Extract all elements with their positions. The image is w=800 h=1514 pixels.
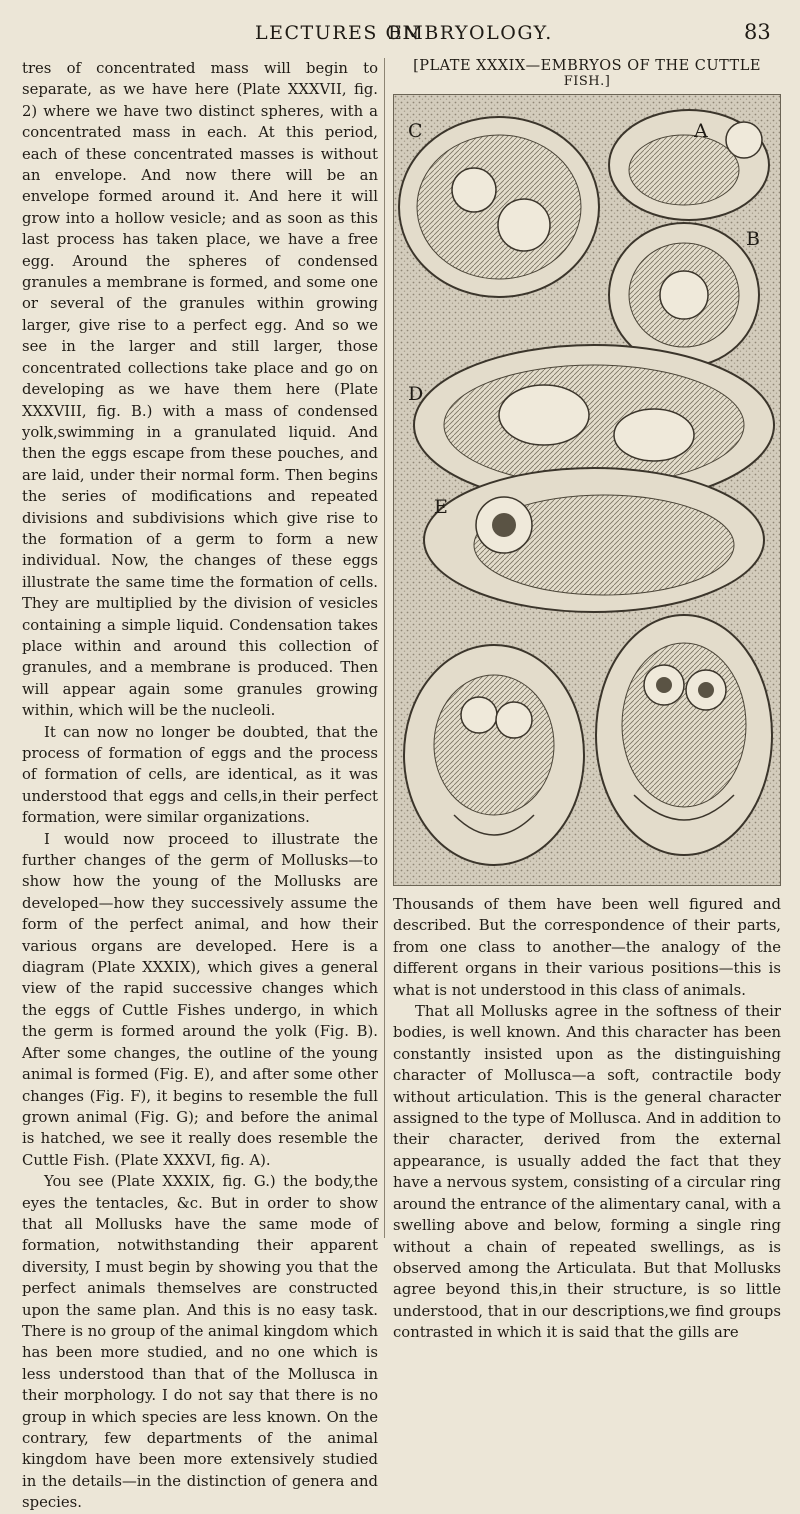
- running-head-left: LECTURES ON: [255, 22, 421, 44]
- right-paragraph-2: That all Mollusks agree in the softness of their bodies, is well known. And this character has been constantly insisted upon as the distinguishing character of Mollusca—a soft, contractile body without articulation. This is the general character assigned to the type of Mollusca. And in addition to their character, derived from the external appearance, is usually added the fact that they have a nervous system, consisting of a circular ring around the entrance of the alimentary canal, with a swelling above and below, forming a single ring without a chain of repeated swellings, as is observed among the Articulata. But that Mollusks agree beyond this,in their structure, is so little understood, that in our descriptions,we find groups contrasted in which it is said that the gills are: [393, 1003, 781, 1342]
- figure-label-b: B: [746, 228, 760, 250]
- left-paragraph-3: I would now proceed to illustrate the further changes of the germ of Mollusks—to show how the young of the Mollusks are developed—how they successively assume the form of the perfect animal, and how their various organs are developed. Here is a diagram (Plate XXXIX), which gives a general view of the rapid successive changes which the eggs of Cuttle Fishes undergo, in which the germ is formed around the yolk (Fig. B). After some changes, the outline of the young animal is formed (Fig. E), and after some other changes (Fig. F), it begins to resemble the full grown animal (Fig. G); and before the animal is hatched, we see it really does resemble the Cuttle Fish. (Plate XXXVI, fig. A).: [22, 830, 378, 1169]
- figure-c-embryo: [399, 117, 599, 297]
- figure-b-embryo: [609, 223, 760, 367]
- page-number: 83: [744, 20, 771, 44]
- column-divider: [384, 58, 385, 1238]
- left-paragraph-1: tres of concentrated mass will begin to separate, as we have here (Plate XXXVII, fig. 2) where we have two distinct spheres, with a concentrated mass in each. At this period, each of these concentrated masses is without an envelope. And now there will be an envelope formed around it. And here it will grow into a hollow vesicle; and as soon as this last process has taken place, we have a free egg. Around the spheres of condensed granules a membrane is formed, and some one or several of the granules within growing larger, give rise to a perfect egg. And so we see in the larger and still larger, those concentrated collections take place and go on developing as we have them here (Plate XXXVIII, fig. B.) with a mass of condensed yolk,swimming in a granulated liquid. And then the eggs escape from these pouches, and are laid, under their normal form. Then begins the series of modifications and repeated divisions and subdivisions which give rise to the formation of a germ to form a new individual. Now, the changes of these eggs illustrate the same time the formation of cells. They are multiplied by the division of vesicles containing a simple liquid. Condensation takes place within and around this collection of granules, and a membrane is produced. Then will appear again some granules growing within, which will be the nucleoli.: [22, 60, 378, 720]
- figure-label-a: A: [694, 120, 708, 142]
- embryo-plate-drawing: [394, 95, 780, 885]
- left-paragraph-4: You see (Plate XXXIX, fig. G.) the body,the eyes the tentacles, &c. But in order to show that all Mollusks have the same mode of formation, notwithstanding their apparent diversity, I must begin by showing you that the perfect animals themselves are constructed upon the same plan. And this is no easy task. There is no group of the animal kingdom which has been more studied, and no one which is less understood than that of the Mollusca in their morphology. I do not say that there is no group in which species are less known. On the contrary, few departments of the animal kingdom have been more extensively studied in the details—in the distinction of genera and species.: [22, 1173, 378, 1512]
- left-column: [22, 58, 378, 1514]
- running-head: [0, 20, 800, 54]
- figure-label-e: E: [434, 496, 448, 518]
- figure-e-embryo: [424, 468, 764, 612]
- right-paragraph-1: Thousands of them have been well figured and described. But the correspondence of their parts, from one class to another—the analogy of the different organs in their various positions—this is what is not understood in this class of animals.: [393, 896, 781, 999]
- figure-label-c: C: [408, 120, 423, 142]
- plate-caption: [393, 58, 781, 90]
- figure-lower-embryo-right: [596, 615, 772, 855]
- running-head-right: EMBRYOLOGY.: [388, 22, 553, 44]
- plate-illustration: [393, 94, 781, 886]
- right-column: [393, 58, 781, 1344]
- figure-label-d: D: [408, 383, 424, 405]
- plate-caption-title: [PLATE XXXIX—EMBRYOS OF THE CUTTLE: [413, 58, 761, 74]
- plate-caption-sub: FISH.]: [563, 74, 611, 89]
- left-paragraph-2: It can now no longer be doubted, that the process of formation of eggs and the process of formation of cells, are identical, as it was understood that eggs and cells,in their perfect formation, were similar organizations.: [22, 723, 378, 827]
- figure-a-embryo: [609, 110, 769, 220]
- right-column-text: [393, 894, 781, 1344]
- figure-lower-embryo-left: [404, 645, 584, 865]
